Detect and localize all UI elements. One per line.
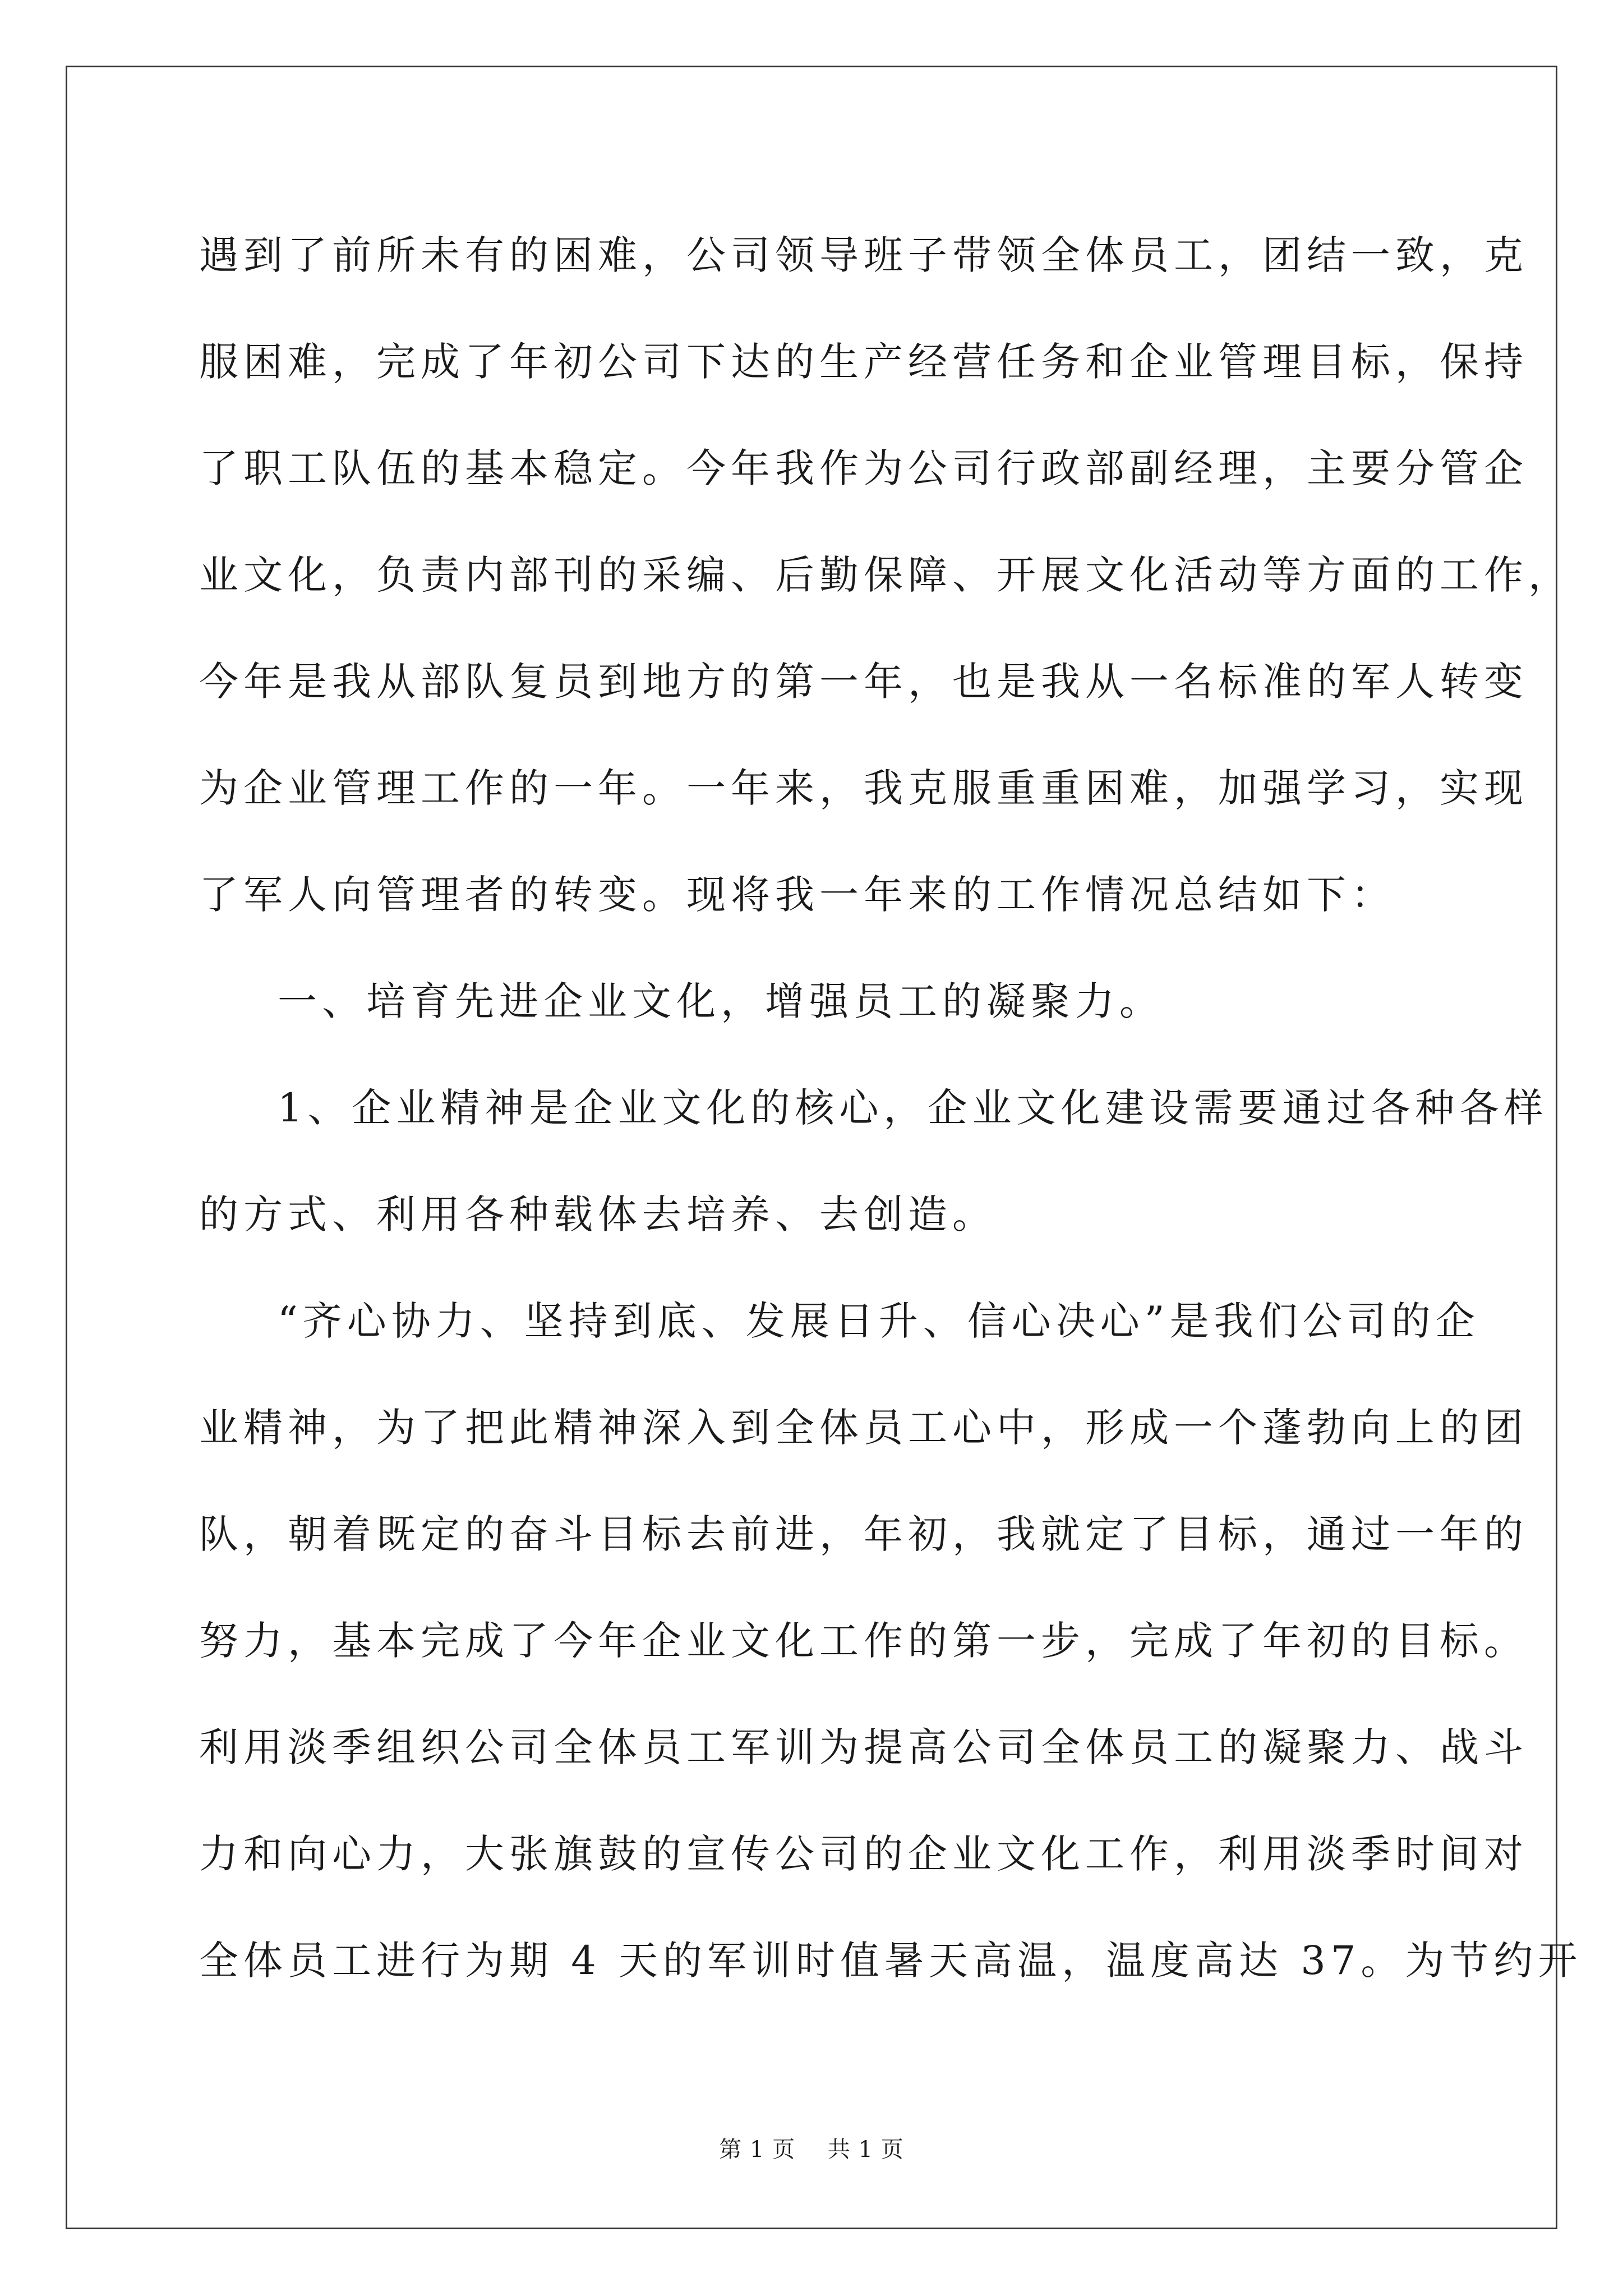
text-line: 今年是我从部队复员到地方的第一年，也是我从一名标准的军人转变 — [199, 659, 1528, 705]
text-line: 努力，基本完成了今年企业文化工作的第一步，完成了年初的目标。 — [199, 1618, 1528, 1664]
text-line: 业文化，负责内部刊的采编、后勤保障、开展文化活动等方面的工作， — [199, 552, 1573, 598]
text-line: 了军人向管理者的转变。现将我一年来的工作情况总结如下： — [199, 872, 1395, 918]
page-count: 共 1 页 — [827, 2137, 904, 2162]
text-line: 力和向心力，大张旗鼓的宣传公司的企业文化工作，利用淡季时间对 — [199, 1831, 1528, 1877]
text-line: “齐心协力、坚持到底、发展日升、信心决心”是我们公司的企 — [278, 1298, 1480, 1344]
text-line: 利用淡季组织公司全体员工军训为提高公司全体员工的凝聚力、战斗 — [199, 1724, 1528, 1770]
text-line: 的方式、利用各种载体去培养、去创造。 — [199, 1191, 997, 1237]
text-line: 队，朝着既定的奋斗目标去前进，年初，我就定了目标，通过一年的 — [199, 1511, 1528, 1557]
page-number: 第 1 页 — [719, 2137, 796, 2162]
text-line: 遇到了前所未有的困难，公司领导班子带领全体员工，团结一致，克 — [199, 232, 1528, 278]
page-footer — [0, 2132, 1623, 2164]
text-line: 业精神，为了把此精神深入到全体员工心中，形成一个蓬勃向上的团 — [199, 1405, 1528, 1451]
text-line: 全体员工进行为期 4 天的军训时值暑天高温，温度高达 37。为节约开 — [199, 1938, 1583, 1984]
text-line: 一、培育先进企业文化，增强员工的凝聚力。 — [278, 978, 1164, 1024]
document-body — [199, 216, 1583, 2028]
text-line: 为企业管理工作的一年。一年来，我克服重重困难，加强学习，实现 — [199, 765, 1528, 811]
text-line: 1、企业精神是企业文化的核心，企业文化建设需要通过各种各样 — [278, 1085, 1548, 1131]
text-line: 了职工队伍的基本稳定。今年我作为公司行政部副经理，主要分管企 — [199, 445, 1528, 491]
text-line: 服困难，完成了年初公司下达的生产经营任务和企业管理目标，保持 — [199, 339, 1528, 385]
